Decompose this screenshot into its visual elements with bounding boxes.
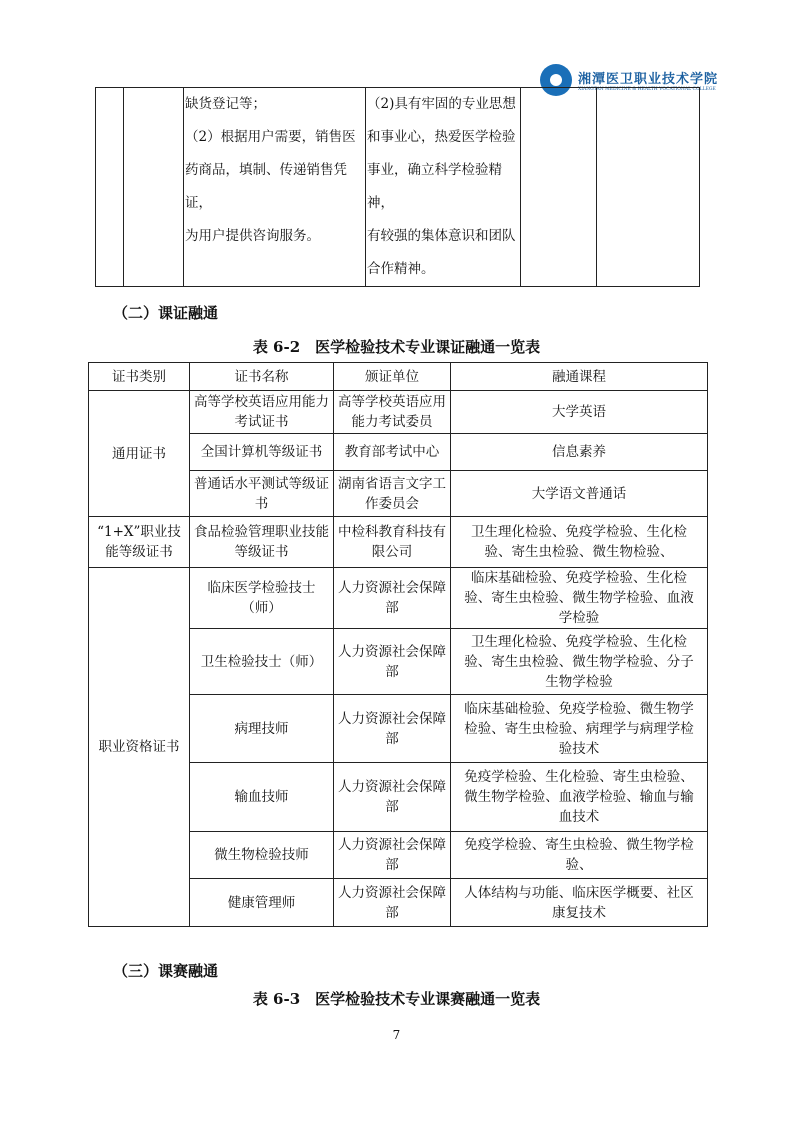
- cert-issuer: 人力资源社会保障部: [334, 629, 451, 695]
- table-title: 表 6-2 医学检验技术专业课证融通一览表: [252, 338, 541, 356]
- cell-line: （2）根据用户需要，销售医: [185, 129, 356, 145]
- cell-line: 缺货登记等；: [185, 96, 266, 112]
- cert-name: 输血技师: [190, 763, 334, 832]
- table-row: [89, 517, 708, 568]
- table-title: 表 6-3 医学检验技术专业课赛融通一览表: [252, 990, 541, 1008]
- cert-name: 健康管理师: [190, 879, 334, 927]
- cell-line: 药商品，填制、传递销售凭证，: [185, 162, 347, 211]
- qualities-cell: [366, 88, 521, 287]
- duties-cell: [184, 88, 366, 287]
- cell-line: （2)具有牢固的专业思想: [367, 96, 516, 112]
- cert-issuer: 人力资源社会保障部: [334, 763, 451, 832]
- table-row: [89, 568, 708, 629]
- linked-courses: 信息素养: [451, 434, 708, 471]
- cert-issuer: 人力资源社会保障部: [334, 568, 451, 629]
- cert-issuer: 人力资源社会保障部: [334, 832, 451, 879]
- cert-table: [88, 362, 708, 927]
- linked-courses: 临床基础检验、免疫学检验、生化检验、寄生虫检验、微生物学检验、血液学检验: [451, 568, 708, 629]
- cert-issuer: 教育部考试中心: [334, 434, 451, 471]
- linked-courses: 免疫学检验、寄生虫检验、微生物学检验、: [451, 832, 708, 879]
- linked-courses: 卫生理化检验、免疫学检验、生化检验、寄生虫检验、微生物学检验、分子生物学检验: [451, 629, 708, 695]
- cert-name: 普通话水平测试等级证书: [190, 471, 334, 517]
- cert-name: 高等学校英语应用能力考试证书: [190, 391, 334, 434]
- cert-name: 微生物检验技师: [190, 832, 334, 879]
- header-row: [89, 363, 708, 391]
- cert-name: 临床医学检验技士（师）: [190, 568, 334, 629]
- cell-line: 事业，确立科学检验精神，: [367, 162, 502, 211]
- linked-courses: 卫生理化检验、免疫学检验、生化检验、寄生虫检验、微生物检验、: [451, 517, 708, 568]
- logo-cn: 湘潭医卫职业技术学院: [578, 72, 719, 87]
- cert-category: 通用证书: [89, 391, 190, 517]
- continued-table: [95, 87, 700, 287]
- cert-issuer: 人力资源社会保障部: [334, 695, 451, 763]
- cert-issuer: 人力资源社会保障部: [334, 879, 451, 927]
- linked-courses: 临床基础检验、免疫学检验、微生物学检验、寄生虫检验、病理学与病理学检验技术: [451, 695, 708, 763]
- cert-name: 卫生检验技士（师）: [190, 629, 334, 695]
- column-header: 证书名称: [190, 363, 334, 391]
- cell-line: 有较强的集体意识和团队: [367, 228, 516, 244]
- table-row: [89, 391, 708, 434]
- cert-issuer: 湖南省语言文字工作委员会: [334, 471, 451, 517]
- section-heading: （二）课证融通: [113, 304, 219, 322]
- linked-courses: 人体结构与功能、临床医学概要、社区康复技术: [451, 879, 708, 927]
- cell-line: 合作精神。: [367, 261, 435, 277]
- cert-issuer: 高等学校英语应用能力考试委员: [334, 391, 451, 434]
- linked-courses: 大学语文普通话: [451, 471, 708, 517]
- column-header: 融通课程: [451, 363, 708, 391]
- cell-line: 和事业心，热爱医学检验: [367, 129, 516, 145]
- column-header: 证书类别: [89, 363, 190, 391]
- cert-category: “1+X”职业技能等级证书: [89, 517, 190, 568]
- cell-line: 为用户提供咨询服务。: [185, 228, 320, 244]
- cert-issuer: 中检科教育科技有限公司: [334, 517, 451, 568]
- cert-name: 全国计算机等级证书: [190, 434, 334, 471]
- cert-name: 病理技师: [190, 695, 334, 763]
- linked-courses: 大学英语: [451, 391, 708, 434]
- page-number: 7: [392, 1028, 401, 1042]
- section-heading: （三）课赛融通: [113, 962, 219, 980]
- cert-category: 职业资格证书: [89, 568, 190, 927]
- column-header: 颁证单位: [334, 363, 451, 391]
- cert-name: 食品检验管理职业技能等级证书: [190, 517, 334, 568]
- linked-courses: 免疫学检验、生化检验、寄生虫检验、微生物学检验、血液学检验、输血与输血技术: [451, 763, 708, 832]
- logo-en: XIANGTAN MEDICINE & HEALTH VOCATIONAL COLLEGE: [578, 87, 716, 92]
